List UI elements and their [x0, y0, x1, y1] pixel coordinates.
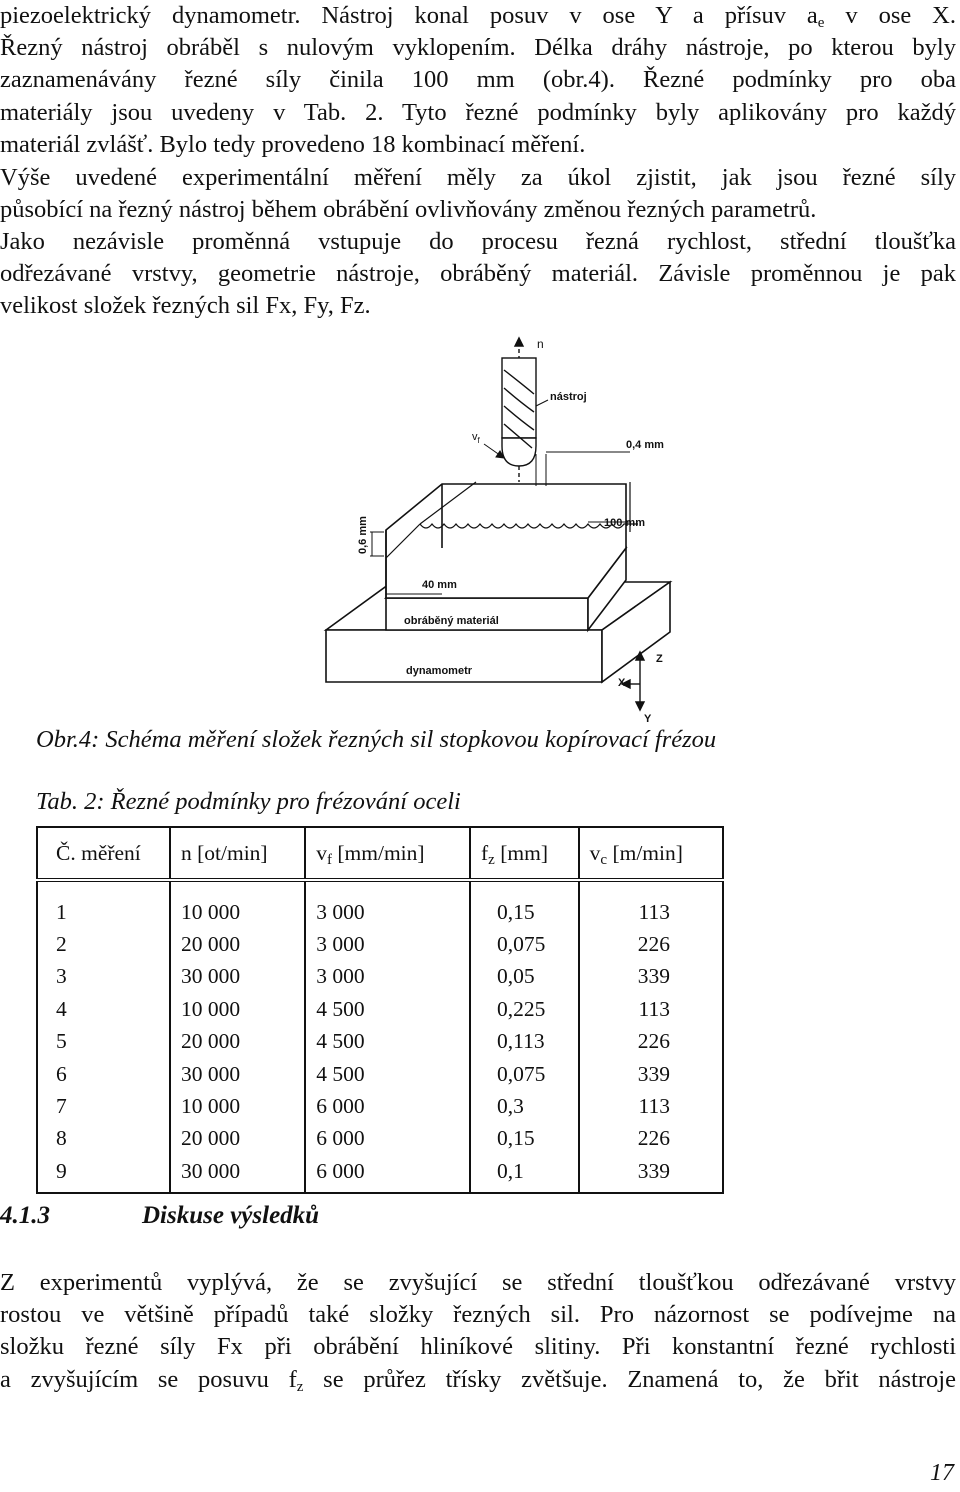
cell-cutting-speed: 339: [579, 961, 723, 993]
cutting-conditions-table: [36, 826, 724, 1194]
cell-spindle-speed: 20 000: [170, 1026, 305, 1058]
label-length: 100 mm: [604, 517, 645, 529]
table-row: [37, 1155, 723, 1192]
label-ae: 0,4 mm: [626, 439, 664, 451]
cell-spindle-speed: 30 000: [170, 1058, 305, 1090]
label-tool: nástroj: [550, 391, 587, 403]
cell-spindle-speed: 30 000: [170, 961, 305, 993]
cell-cutting-speed: 113: [579, 896, 723, 928]
discussion-paragraph: [0, 1267, 956, 1396]
cell-cutting-speed: 113: [579, 1090, 723, 1122]
cell-measurement-number: 2: [37, 928, 170, 960]
cell-measurement-number: 1: [37, 896, 170, 928]
cell-spindle-speed: 20 000: [170, 1123, 305, 1155]
label-width: 40 mm: [422, 579, 457, 591]
figure-caption: Obr.4: Schéma měření složek řezných sil stopkovou kopírovací frézou: [36, 726, 717, 753]
table-row: [37, 928, 723, 960]
cell-cutting-speed: 339: [579, 1058, 723, 1090]
table-row: [37, 961, 723, 993]
cell-feed-per-tooth: 0,225: [470, 993, 579, 1025]
objective-line-1: Výše uvedené experimentální měření měly za úkol zjistit, jak jsou řezné síly: [0, 164, 956, 191]
cell-feed-per-tooth: 0,05: [470, 961, 579, 993]
table-row: [37, 1058, 723, 1090]
cell-measurement-number: 7: [37, 1090, 170, 1122]
cell-feed-rate: 4 500: [305, 1026, 470, 1058]
label-material: obráběný materiál: [404, 615, 499, 627]
cell-feed-per-tooth: 0,075: [470, 1058, 579, 1090]
objective-line-2: působící na řezný nástroj během obrábění ovlivňovány změnou řezných parametrů.: [0, 196, 817, 224]
cell-cutting-speed: 226: [579, 1026, 723, 1058]
intro-line-1: piezoelektrický dynamometr. Nástroj konal posuv v ose Y a přísuv $a_e$ v ose X.: [0, 2, 956, 31]
axis-z-label: Z: [656, 653, 663, 665]
cell-feed-rate: 3 000: [305, 928, 470, 960]
cell-feed-rate: 4 500: [305, 1058, 470, 1090]
milling-tool: [502, 338, 536, 482]
cell-measurement-number: 9: [37, 1155, 170, 1192]
header-measurement-number: Č. měření: [37, 827, 170, 880]
variables-line-3: velikost složek řezných sil Fx, Fy, Fz.: [0, 292, 371, 320]
cell-feed-rate: 3 000: [305, 961, 470, 993]
header-feed-per-tooth: $f_z$ [mm]: [470, 827, 579, 880]
intro-line-3: zaznamenávány řezné síly činila 100 mm (obr.4). Řezné podmínky pro oba: [0, 66, 956, 94]
cell-measurement-number: 8: [37, 1123, 170, 1155]
table-row: [37, 1123, 723, 1155]
cell-cutting-speed: 339: [579, 1155, 723, 1192]
table-header-row: [37, 827, 723, 880]
cell-measurement-number: 3: [37, 961, 170, 993]
cell-feed-rate: 3 000: [305, 896, 470, 928]
label-n: n: [537, 337, 544, 351]
cell-feed-rate: 4 500: [305, 993, 470, 1025]
intro-line-5: materiál zvlášť. Bylo tedy provedeno 18 kombinací měření.: [0, 130, 586, 158]
cell-spindle-speed: 30 000: [170, 1155, 305, 1192]
discussion-line-2: rostou ve většině případů také složky řezných sil. Pro názornost se podívejme na: [0, 1301, 956, 1329]
header-feed-rate: $v_f$ [mm/min]: [305, 827, 470, 880]
cell-feed-per-tooth: 0,075: [470, 928, 579, 960]
intro-line-2: Řezný nástroj obráběl s nulovým vyklopením. Délka dráhy nástroje, po kterou byly: [0, 34, 956, 62]
table-row: [37, 1090, 723, 1122]
cell-feed-per-tooth: 0,15: [470, 896, 579, 928]
intro-line-4: materiály jsou uvedeny v Tab. 2. Tyto řezné podmínky byly aplikovány pro každý: [0, 98, 956, 126]
axis-y-label: Y: [644, 713, 652, 725]
objective-paragraph: [0, 162, 956, 226]
axis-x-label: X: [618, 677, 626, 689]
intro-paragraph: [0, 0, 956, 161]
workpiece-block: [386, 484, 626, 630]
section-number: 4.1.3: [0, 1202, 50, 1229]
cell-cutting-speed: 226: [579, 928, 723, 960]
table-body: [37, 880, 723, 1193]
cell-cutting-speed: 113: [579, 993, 723, 1025]
variables-line-2: odřezávané vrstvy, geometrie nástroje, obráběný materiál. Závisle proměnnou je pak: [0, 260, 956, 288]
cell-feed-rate: 6 000: [305, 1123, 470, 1155]
cell-spindle-speed: 20 000: [170, 928, 305, 960]
cell-feed-per-tooth: 0,1: [470, 1155, 579, 1192]
page-number: 17: [930, 1460, 954, 1486]
header-spindle-speed: n [ot/min]: [170, 827, 305, 880]
cell-measurement-number: 5: [37, 1026, 170, 1058]
table-row: [37, 993, 723, 1025]
header-cutting-speed: $v_c$ [m/min]: [579, 827, 723, 880]
table-row: [37, 1026, 723, 1058]
section-title: Diskuse výsledků: [142, 1202, 320, 1229]
cell-cutting-speed: 226: [579, 1123, 723, 1155]
cell-measurement-number: 6: [37, 1058, 170, 1090]
cell-feed-rate: 6 000: [305, 1090, 470, 1122]
section-heading: [0, 1202, 319, 1230]
label-vf: $v_f$: [472, 431, 480, 445]
variables-paragraph: [0, 226, 956, 323]
table-caption: Tab. 2: Řezné podmínky pro frézování oceli: [36, 788, 461, 815]
cell-spindle-speed: 10 000: [170, 993, 305, 1025]
cell-feed-per-tooth: 0,3: [470, 1090, 579, 1122]
discussion-line-3: složku řezné síly Fx při obrábění hliníkové slitiny. Při konstantní řezné rychlosti: [0, 1333, 956, 1361]
cell-feed-per-tooth: 0,15: [470, 1123, 579, 1155]
cell-spindle-speed: 10 000: [170, 896, 305, 928]
table-row: [37, 896, 723, 928]
discussion-line-4: a zvyšujícím se posuvu $f_z$ se průřez třísky zvětšuje. Znamená to, že břit nástroje: [0, 1365, 956, 1395]
label-dynamometer: dynamometr: [406, 665, 473, 677]
milling-schematic-figure: [300, 336, 700, 728]
variables-line-1: Jako nezávisle proměnná vstupuje do procesu řezná rychlost, střední tloušťka: [0, 228, 956, 255]
label-depth: 0,6 mm: [357, 516, 369, 554]
cell-feed-per-tooth: 0,113: [470, 1026, 579, 1058]
cell-spindle-speed: 10 000: [170, 1090, 305, 1122]
discussion-line-1: Z experimentů vyplývá, že se zvyšující se střední tloušťkou odřezávané vrstvy: [0, 1269, 956, 1296]
cell-feed-rate: 6 000: [305, 1155, 470, 1192]
cell-measurement-number: 4: [37, 993, 170, 1025]
